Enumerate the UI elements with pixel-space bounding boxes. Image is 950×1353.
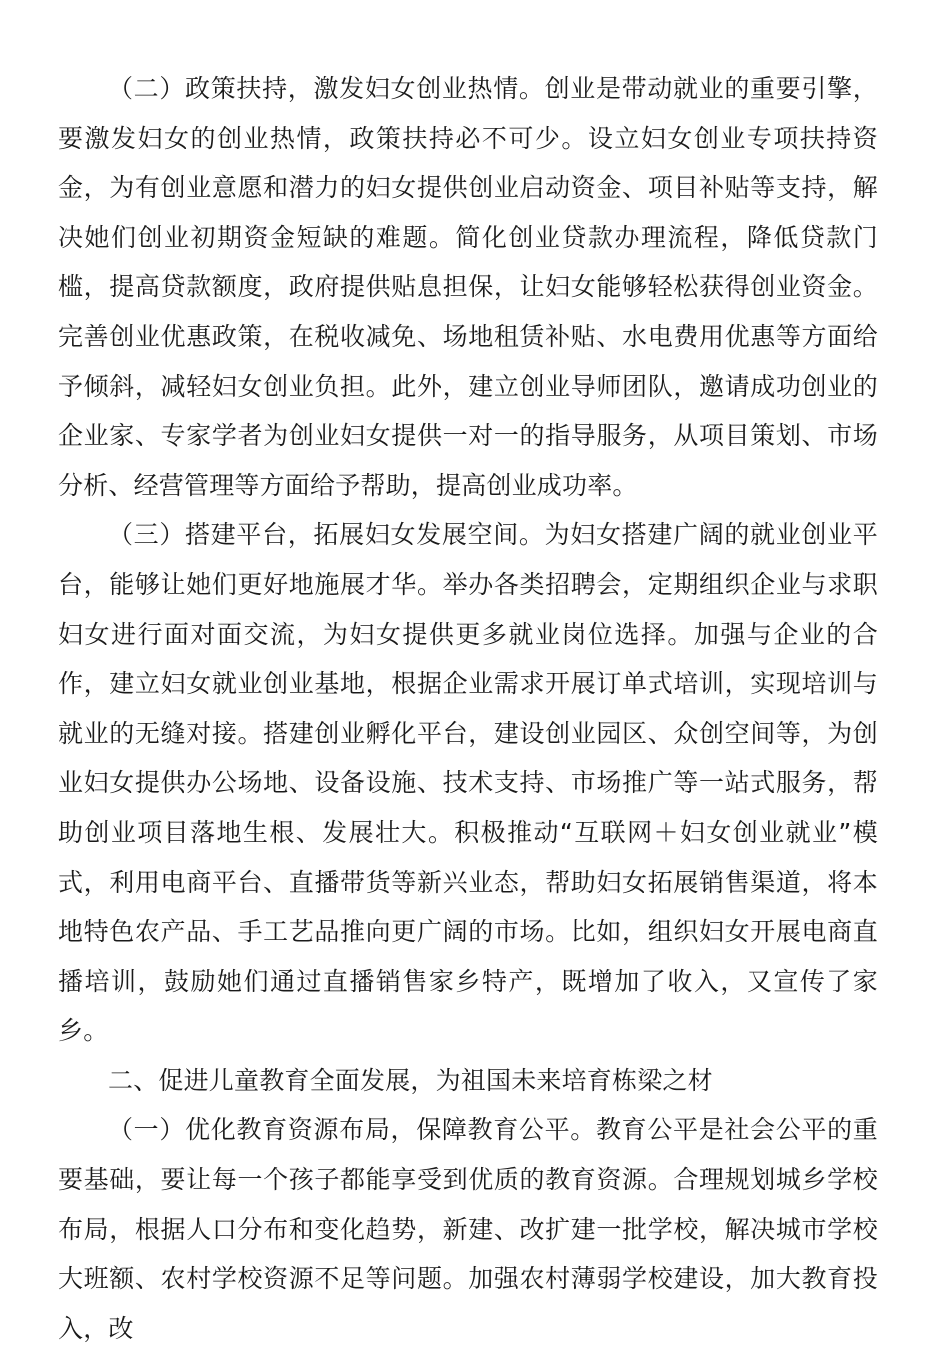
section-heading-child-education: 二、促进儿童教育全面发展，为祖国未来培育栋梁之材 [108,1065,713,1095]
paragraph-education-resources: （一）优化教育资源布局，保障教育公平。教育公平是社会公平的重要基础，要让每一个孩子都能享受到优质的教育资源。合理规划城乡学校布局，根据人口分布和变化趋势，新建、改扩建一批学校，解决城市学校大班额、农村学校资源不足等问题。加强农村薄弱学校建设，加大教育投入，改 [58,1115,878,1343]
paragraph-build-platform: （三）搭建平台，拓展妇女发展空间。为妇女搭建广阔的就业创业平台，能够让她们更好地施展才华。举办各类招聘会，定期组织企业与求职妇女进行面对面交流，为妇女提供更多就业岗位选择。加强与企业的合作，建立妇女就业创业基地，根据企业需求开展订单式培训，实现培训与就业的无缝对接。搭建创业孵化平台，建设创业园区、众创空间等，为创业妇女提供办公场地、设备设施、技术支持、市场推广等一站式服务，帮助创业项目落地生根、发展壮大。积极推动“互联网＋妇女创业就业”模式，利用电商平台、直播带货等新兴业态，帮助妇女拓展销售渠道，将本地特色农产品、手工艺品推向更广阔的市场。比如，组织妇女开展电商直播培训，鼓励她们通过直播销售家乡特产，既增加了收入，又宣传了家乡。 [58,520,878,1046]
paragraph-policy-support: （二）政策扶持，激发妇女创业热情。创业是带动就业的重要引擎，要激发妇女的创业热情，政策扶持必不可少。设立妇女创业专项扶持资金，为有创业意愿和潜力的妇女提供创业启动资金、项目补贴等支持，解决她们创业初期资金短缺的难题。简化创业贷款办理流程，降低贷款门槛，提高贷款额度，政府提供贴息担保，让妇女能够轻松获得创业资金。完善创业优惠政策，在税收减免、场地租赁补贴、水电费用优惠等方面给予倾斜，减轻妇女创业负担。此外，建立创业导师团队，邀请成功创业的企业家、专家学者为创业妇女提供一对一的指导服务，从项目策划、市场分析、经营管理等方面给予帮助，提高创业成功率。 [58,74,878,500]
